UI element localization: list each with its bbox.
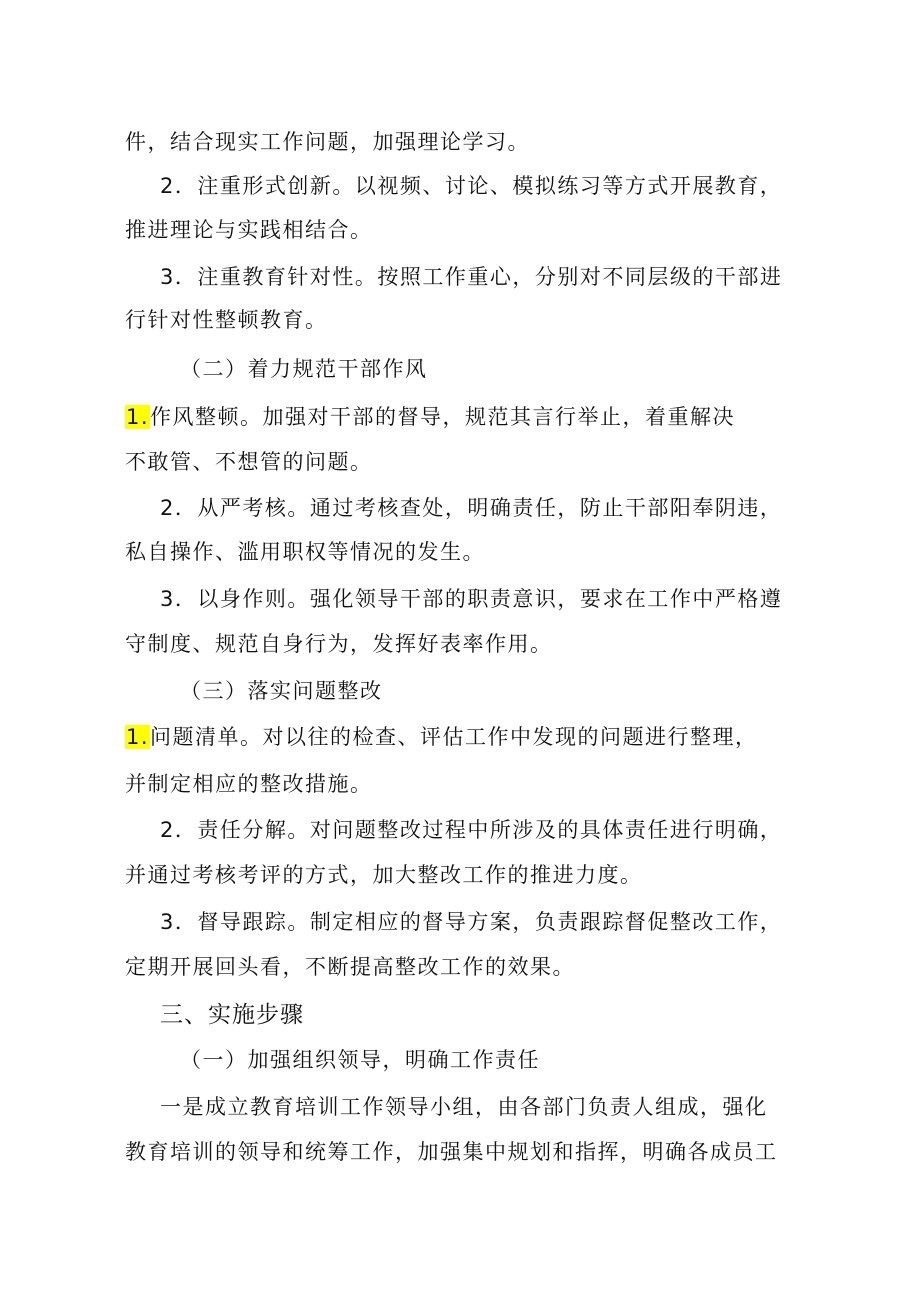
list-item-line: 2．注重形式创新。以视频、讨论、模拟练习等方式开展教育， xyxy=(160,174,783,198)
paragraph-line: 一是成立教育培训工作领导小组，由各部门负责人组成，强化 xyxy=(160,1095,768,1119)
list-item-line: 3．督导跟踪。制定相应的督导方案，负责跟踪督促整改工作， xyxy=(160,910,783,934)
item-number: 2 xyxy=(160,496,175,520)
paragraph-line: 推进理论与实践相结合。 xyxy=(125,218,373,242)
list-item-line: 3．以身作则。强化领导干部的职责意识，要求在工作中严格遵 xyxy=(160,587,783,611)
list-item-line: 1.作风整顿。加强对干部的督导，规范其言行举止，着重解决 xyxy=(126,405,736,429)
highlighted-number: 1. xyxy=(126,405,150,429)
paragraph-line: 教育培训的领导和统筹工作，加强集中规划和指挥，明确各成员工 xyxy=(125,1140,778,1164)
chapter-heading: 三、实施步骤 xyxy=(160,1002,304,1028)
item-number: 2 xyxy=(160,818,175,842)
paragraph-line: 定期开展回头看，不断提高整改工作的效果。 xyxy=(125,955,575,979)
item-number: 3 xyxy=(160,910,175,934)
paragraph-line: 并制定相应的整改措施。 xyxy=(125,772,373,796)
item-number: 2 xyxy=(160,174,175,198)
section-heading: （二）着力规范干部作风 xyxy=(180,357,428,381)
list-item-line: 1.问题清单。对以往的检查、评估工作中发现的问题进行整理， xyxy=(126,725,758,749)
paragraph-line: 私自操作、滥用职权等情况的发生。 xyxy=(125,540,485,564)
paragraph-line: 守制度、规范自身行为，发挥好表率作用。 xyxy=(125,632,553,656)
list-item-line: 3．注重教育针对性。按照工作重心，分别对不同层级的干部进 xyxy=(160,265,783,289)
item-number: 3 xyxy=(160,587,175,611)
section-heading: （一）加强组织领导，明确工作责任 xyxy=(180,1048,540,1072)
paragraph-line: 行针对性整顿教育。 xyxy=(125,308,328,332)
paragraph-line: 并通过考核考评的方式，加大整改工作的推进力度。 xyxy=(125,863,643,887)
item-number: 3 xyxy=(160,265,175,289)
section-heading: （三）落实问题整改 xyxy=(180,679,383,703)
highlighted-number: 1. xyxy=(126,725,150,749)
list-item-line: 2．责任分解。对问题整改过程中所涉及的具体责任进行明确， xyxy=(160,818,783,842)
list-item-line: 2．从严考核。通过考核查处，明确责任，防止干部阳奉阴违， xyxy=(160,496,783,520)
paragraph-line: 件，结合现实工作问题，加强理论学习。 xyxy=(125,130,530,154)
paragraph-line: 不敢管、不想管的问题。 xyxy=(125,450,373,474)
